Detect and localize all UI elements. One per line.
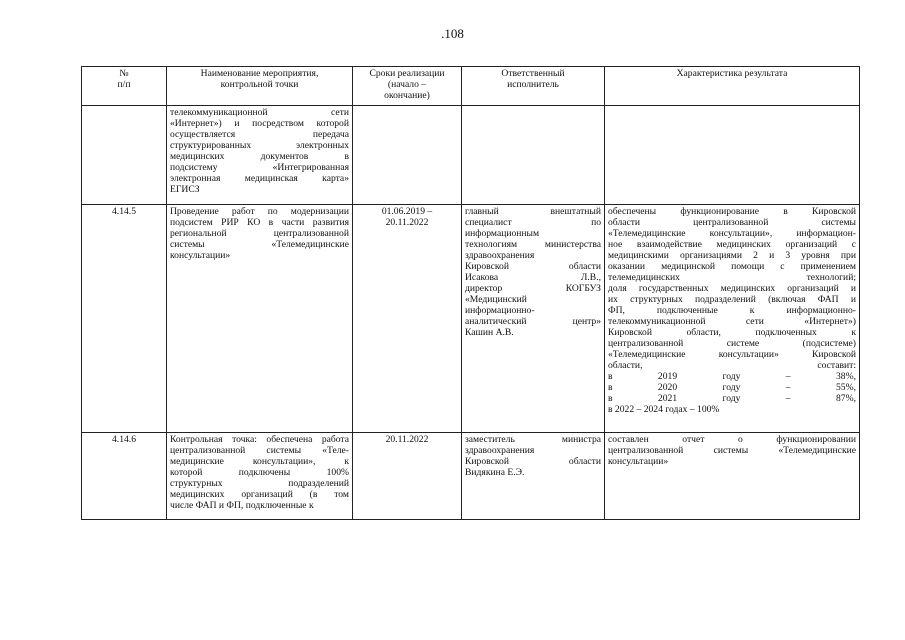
action-name-line: централизованной системы «Теле-: [170, 445, 349, 456]
result-characteristic-line: «Телемедицинские консультации», информацион-: [608, 228, 856, 239]
result-characteristic-line: централизованной системе (подсистеме): [608, 338, 856, 349]
row-number: [82, 106, 167, 205]
result-characteristic-line: телекоммуникационной сети «Интернет»): [608, 316, 856, 327]
action-name-line: консультации»: [170, 250, 231, 261]
row-number: 4.14.6: [82, 433, 167, 520]
responsible-executor-line: технологиям министерства: [465, 239, 601, 250]
header-responsible: [462, 67, 605, 106]
result-characteristic-line: централизованной системы «Телемедицинские: [608, 445, 856, 456]
responsible-executor-line: аналитический центр»: [465, 316, 601, 327]
result-characteristic-line: области централизованной системы: [608, 217, 856, 228]
result-characteristic-line: «Телемедицинские консультации» Кировской: [608, 349, 856, 360]
result-characteristic-line: в 2022 – 2024 годах – 100%: [608, 404, 720, 415]
action-name-line: телекоммуникационной сети: [170, 107, 349, 118]
responsible-executor-line: здравоохранения: [465, 445, 535, 456]
responsible-executor: [462, 433, 605, 520]
row-dates: [353, 433, 462, 520]
responsible-executor-line: Кировской области: [465, 456, 601, 467]
result-characteristic-line: области, составит:: [608, 360, 856, 371]
row-number: 4.14.5: [82, 205, 167, 433]
header-name-text: Наименование мероприятия, контрольной точки: [200, 68, 319, 90]
result-characteristic-line: обеспечены функционирование в Кировской: [608, 206, 856, 217]
responsible-executor-line: Исакова Л.В.,: [465, 272, 601, 283]
header-dates: [353, 67, 462, 106]
result-characteristic-line: их структурных подразделений (включая ФАП и: [608, 294, 856, 305]
responsible-executor: [462, 205, 605, 433]
page-number: .108: [441, 26, 464, 41]
header-name: [167, 67, 353, 106]
row-dates: [353, 205, 462, 433]
result-characteristic-line: телемедицинских технологий;: [608, 272, 856, 283]
result-characteristic-line: составлен отчет о функционировании: [608, 434, 856, 445]
result-characteristic-line: доля государственных медицинских организаций и: [608, 283, 856, 294]
action-name: [167, 106, 353, 205]
header-number: [82, 67, 167, 106]
responsible-executor-line: заместитель министра: [465, 434, 601, 445]
header-responsible-text: Ответственный исполнитель: [501, 68, 565, 90]
action-name-line: структурных подразделений: [170, 478, 349, 489]
responsible-executor-line: «Медицинский: [465, 294, 527, 305]
responsible-executor-line: Кашин А.В.: [465, 327, 514, 338]
action-name-line: региональной централизованной: [170, 228, 349, 239]
responsible-executor-line: специалист по: [465, 217, 601, 228]
action-name-line: ЕГИСЗ: [170, 184, 200, 195]
responsible-executor-line: информационно-: [465, 305, 535, 316]
action-name-line: электронная медицинская карта»: [170, 173, 349, 184]
result-characteristic: [605, 433, 860, 520]
action-name-line: которой подключены 100%: [170, 467, 349, 478]
action-name-line: осуществляется передача: [170, 129, 349, 140]
action-name-line: системы «Телемедицинские: [170, 239, 349, 250]
action-plan-table: [81, 66, 860, 520]
action-name-line: «Интернет») и посредством которой: [170, 118, 349, 129]
header-dates-text: Сроки реализации (начало – окончание): [369, 68, 445, 101]
table-row: [82, 205, 860, 433]
header-number-text: № п/п: [117, 68, 131, 90]
result-characteristic-line: в 2020 году – 55%,: [608, 382, 856, 393]
result-characteristic-line: медицинскими организациями 2 и 3 уровня при: [608, 250, 856, 261]
action-name-line: числе ФАП и ФП, подключенные к: [170, 500, 314, 511]
responsible-executor-line: директор КОГБУЗ: [465, 283, 601, 294]
result-characteristic-line: ное взаимодействие медицинских организаций с: [608, 239, 856, 250]
responsible-executor: [462, 106, 605, 205]
table-row: [82, 433, 860, 520]
result-characteristic-line: консультации»: [608, 456, 669, 467]
header-result: [605, 67, 860, 106]
row-dates-text: 01.06.2019 – 20.11.2022: [381, 206, 433, 228]
result-characteristic: [605, 106, 860, 205]
action-name-line: медицинских организаций (в том: [170, 489, 349, 500]
responsible-executor-line: Видякина Е.Э.: [465, 467, 525, 478]
row-dates: [353, 106, 462, 205]
action-name: [167, 205, 353, 433]
table-row: [82, 106, 860, 205]
result-characteristic-line: в 2021 году – 87%,: [608, 393, 856, 404]
action-name-line: подсистему «Интегрированная: [170, 162, 349, 173]
responsible-executor-line: здравоохранения: [465, 250, 535, 261]
header-result-text: Характеристика результата: [676, 68, 788, 79]
result-characteristic-line: в 2019 году – 38%,: [608, 371, 856, 382]
action-name-line: структурированных электронных: [170, 140, 349, 151]
action-name-line: медицинских документов в: [170, 151, 349, 162]
responsible-executor-line: главный внештатный: [465, 206, 601, 217]
responsible-executor-line: Кировской области: [465, 261, 601, 272]
result-characteristic: [605, 205, 860, 433]
responsible-executor-line: информационным: [465, 228, 540, 239]
row-dates-text: 20.11.2022: [385, 434, 429, 445]
result-characteristic-line: оказании медицинской помощи с применением: [608, 261, 856, 272]
action-name-line: подсистем РИР КО в части развития: [170, 217, 349, 228]
action-name-line: медицинские консультации», к: [170, 456, 349, 467]
table-header-row: [82, 67, 860, 106]
action-name-line: Проведение работ по модернизации: [170, 206, 349, 217]
action-name: [167, 433, 353, 520]
result-characteristic-line: Кировской области, подключенных к: [608, 327, 856, 338]
result-characteristic-line: ФП, подключенные к информационно-: [608, 305, 856, 316]
action-name-line: Контрольная точка: обеспечена работа: [170, 434, 349, 445]
